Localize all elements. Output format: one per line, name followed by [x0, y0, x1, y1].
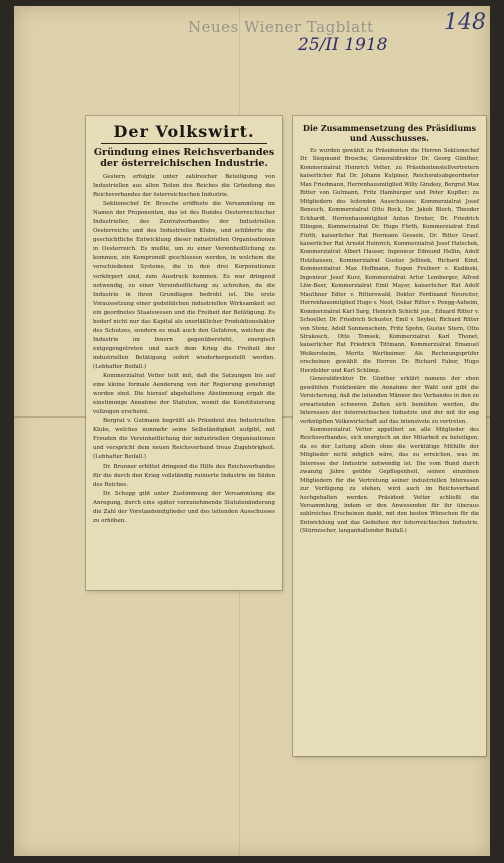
section-headline: Der Volkswirt.: [113, 122, 255, 141]
article-paragraph: Bergrat v. Gutmann begrüßt als Präsident des Industriellen Klubs, welches nunmehr seine Selbständigkeit aufgibt, mit Freuden die Vereinheitlichung der industriellen Organisationen und verspricht dem neuen Reichsverband treue Zugehörigkeit. (Lebhafter Beifall.): [93, 418, 275, 461]
article-paragraph: Gestern erfolgte unter zahlreicher Beteiligung von Industriellen aus allen Teilen des Reiches die Gründung des Reichsverbandes der österreichischen Industrie.: [93, 174, 275, 199]
article-paragraph: Dr. Schopp gibt unter Zustimmung der Versammlung die Anregung, durch eine später vorzunehmende Statutenänderung die Zahl der Vorstandsmitglieder und des leitenden Ausschusses zu erhöhen.: [93, 490, 275, 524]
article-paragraph: Kommerzialrat Vetter teilt mit, daß die Satzungen bis auf eine kleine formale Aenderung von der Regierung genehmigt worden sind. Die hierauf abgehaltene Abstimmung ergab die einstimmige Annahme der Statuten, womit die Konstituierung vollzogen erscheint.: [93, 373, 275, 416]
headline-rule: [101, 143, 267, 144]
clipping-praesidium: [293, 116, 486, 756]
page-number: 148: [444, 10, 486, 35]
article-headline: Die Zusammensetzung des Präsidiums und Ausschusses.: [302, 123, 477, 143]
article-paragraph: Sektionschef Dr. Brosche eröffnete die Versammlung im Namen der Proponenten, das ist des Bundes Oesterreichischer Industrieller, des Zentralverbandes der Industriellen Oesterreichs und des Industriellen Klubs, und schilderte die geschichtliche Entwicklung dieser industriellen Organisationen in Oesterreich. Es mußte, um zu einer Vereinheitlichung zu kommen, ein Kompromiß geschlossen werden, in welchem die verschiedenen Systeme, die in den drei Korporationen verkörpert sind, zum Ausdruck kommen. Es war dringend notwendig, zu einer Vereinheitlichung zu schreiten, da die Industrie in ihren Grundlagen bedroht ist. Die erste Voraussetzung einer gedeihlichen industriellen Wirksamkeit sei ein geordnetes Staatswesen und die Freiheit der Betätigung. Es bedarf nicht nur das Kapital als unerläßlicher Produktionsfaktor des Schutzes, sondern es muß auch den Gefahren, welchen die Industrie im Innern gegenübersteht, energisch entgegengetreten und nach dem Krieg die Freiheit der industriellen Betätigung sofort wiederhergestellt werden. (Lebhafter Beifall.): [93, 201, 275, 370]
article-paragraph: Kommerzialrat Vetter appelliert an alle Mitglieder des Reichsverbandes, sich energisch an der Mitarbeit zu beteiligen, da es der Leitung allein ohne die werktätige Mithilfe der Mitglieder nicht möglich wäre, das zu erreichen, was im Interesse der Industrie notwendig ist. Die vom Bund durch zwanzig Jahre geübte Gepflogenheit, seinen einzelnen Mitgliedern für die Vertretung seiner industriellen Interessen zur Verfügung zu stehen, wird auch im Reichsverband hochgehalten werden. Präsident Vetter schließt die Versammlung, indem er den Anwesenden für ihr überaus zahlreiches Erscheinen dankt, mit den besten Wünschen für die Entwicklung und das Gedeihen der österreichischen Industrie. (Stürmischer, langanhaltender Beifall.): [300, 426, 479, 535]
article-paragraph: Dr. Brunner erbittet dringend die Hilfe des Reichsverbandes für die durch den Krieg vollständig ruinierte Industrie im Süden des Reiches.: [93, 463, 275, 488]
clipping-volkswirt: [86, 116, 282, 590]
article-headline: Gründung eines Reichsverbandes der österreichischen Industrie.: [93, 147, 275, 169]
handwritten-date: 25/II 1918: [298, 35, 388, 55]
article-paragraph: Es wurden gewählt zu Präsidenten die Herren Sektionschef Dr. Siegmund Brosche, Generaldirektor Dr. Georg Günther, Kommerzialrat Heinrich Vetter, zu Präsidentenstellvertretern kaiserlicher Rat Dr. Johann Kulpiner, Reichsratsabgeordneter Max Friedmann, Herrenhausmitglied Willy Ginzkey, Bergrat Max Ritter von Gutmann, Fritz Hamburger und Peter Kupfler; zu Mitgliedern des leitenden Ausschusses: Kommerzialrat Josef Benesch, Kommerzialrat Otto Bock, Dr. Jakob Bloch, Theodor Eckhardt, Herrenhausmitglied Anton Dreher, Dr. Friedrich Elbogen, Kommerzialrat Dr. Hugo Fürth, Kommerzialrat Emil Fürth, kaiserlicher Rat Hermann Gessele, Dr. Ritter Graef, kaiserlicher Rat Arnold Heinrich, Kommerzialrat Josef Hatschek, Kommerzialrat Albert Hauser, Ingenieur Edmund Hellin, Adolf Holzhausen, Kommerzialrat Gustav Jellinek, Richard Kind, Kommerzialrat Max Hoffmann, Eugen Freiherr v. Kudinski, Ingenieur Josef Kurz, Kommerzialrat Artur Lemberger, Alfred Löw-Beer, Kommerzialrat Emil Mayer, kaiserlicher Rat Adolf Mauthner Edler v. Ritterswald, Doktor Ferdinand Neureiter, Herrenhausmitglied Hugo v. Noot, Oskar Ritter v. Pengg-Auheim, Kommerzialrat Karl Sarg, Heinrich Schicht jun., Eduard Ritter v. Schoeller, Dr. Friedrich Schuster, Emil v. Seybel, Richard Ritter von Stenz, Adolf Sonnenschein, Fritz Spohn, Gustav Stern, Otto Strakosch, Otto Tomsek, Kommerzialrat Karl Thonet, kaiserlicher Rat Friedrich Tittmann, Kommerzialrat Emanuel Weikersheim, Moritz Wertheimer. Als Rechnungsprüfer erscheinen gewählt die Herren Dr. Richard Faber, Hugo Herzfelder und Karl Schlimp.: [300, 148, 479, 374]
article-paragraph: Generaldirektor Dr. Günther erklärt namens der eben gewählten Funktionäre die Annahme der Wahl und gibt die Versicherung, daß die leitenden Männer des Verbandes in den zu erwartenden schweren Zeiten sich bemühen werden, die Interessen der österreichischen Industrie und der mit ihr eng verknüpften Volkswirtschaft auf das intensivste zu vertreten.: [300, 376, 479, 425]
newspaper-stamp: Neues Wiener Tagblatt: [188, 18, 374, 36]
